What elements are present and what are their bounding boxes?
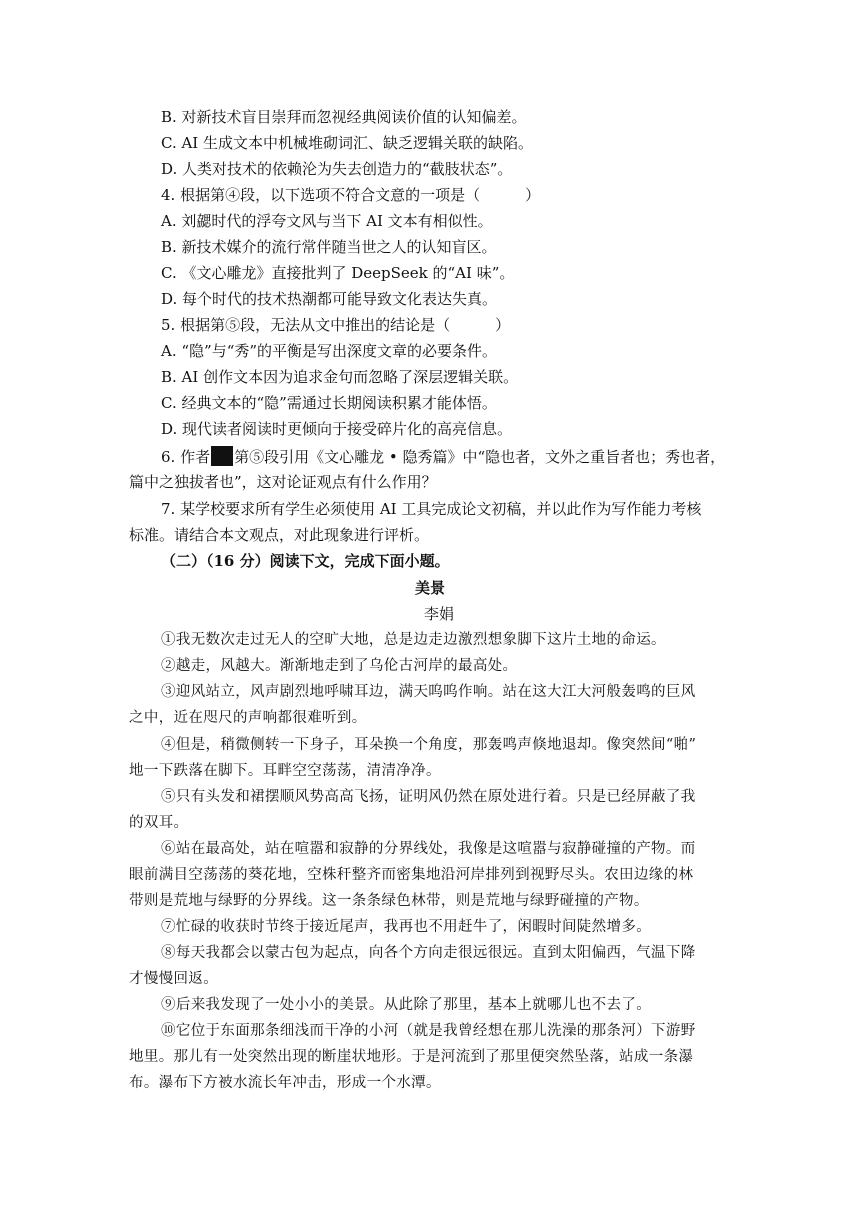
redaction-block <box>211 446 233 466</box>
q4-option-a: A. 刘勰时代的浮夸文风与当下 AI 文本有相似性。 <box>161 212 493 230</box>
passage-author: 李娟 <box>423 605 454 623</box>
paragraph-5-line-1: ⑤只有头发和裙摆顺风势高高飞扬，证明风仍然在原处进行着。只是已经屏蔽了我 <box>161 789 696 805</box>
paragraph-6-line-2: 眼前满目空荡荡的葵花地，空株秆整齐而密集地沿河岸排列到视野尽头。农田边缘的林 <box>129 867 694 883</box>
passage-title: 美景 <box>414 579 445 597</box>
paragraph-8-line-1: ⑧每天我都会以蒙古包为起点，向各个方向走很远很远。直到太阳偏西，气温下降 <box>161 945 696 961</box>
q5-stem: 5. 根据第⑤段，无法从文中推出的结论是（ ） <box>161 316 511 334</box>
q5-option-c: C. 经典文本的“隐”需通过长期阅读积累才能体悟。 <box>161 394 497 412</box>
q6-line-2: 篇中之独拔者也”，这对论证观点有什么作用？ <box>129 473 437 491</box>
q4-stem: 4. 根据第④段，以下选项不符合文意的一项是（ ） <box>161 186 541 204</box>
q3-option-b: B. 对新技术盲目崇拜而忽视经典阅读价值的认知偏差。 <box>161 108 527 126</box>
q4-option-d: D. 每个时代的技术热潮都可能导致文化表达失真。 <box>161 290 498 308</box>
q4-option-b: B. 新技术媒介的流行常伴随当世之人的认知盲区。 <box>161 238 497 256</box>
q7-line-1: 7. 某学校要求所有学生必须使用 AI 工具完成论文初稿，并以此作为写作能力考核 <box>161 500 702 518</box>
q6-prefix: 6. 作者 <box>161 448 211 466</box>
q4-option-c: C. 《文心雕龙》直接批判了 DeepSeek 的“AI 味”。 <box>161 264 515 282</box>
q7-line-2: 标准。请结合本文观点，对此现象进行评析。 <box>129 526 430 544</box>
paragraph-5-line-2: 的双耳。 <box>129 815 189 831</box>
q5-option-d: D. 现代读者阅读时更倾向于接受碎片化的高亮信息。 <box>161 420 513 438</box>
q5-option-b: B. AI 创作文本因为追求金句而忽略了深层逻辑关联。 <box>161 368 519 386</box>
paragraph-6-line-3: 带则是荒地与绿野的分界线。这一条条绿色林带，则是荒地与绿野碰撞的产物。 <box>129 893 649 909</box>
paragraph-2: ②越走，风越大。渐渐地走到了乌伦古河岸的最高处。 <box>161 658 518 674</box>
paragraph-10-line-2: 地里。那儿有一处突然出现的断崖状地形。于是河流到了那里便突然坠落，站成一条瀑 <box>129 1049 694 1065</box>
paragraph-4-line-1: ④但是，稍微侧转一下身子，耳朵换一个角度，那轰鸣声倏地退却。像突然间“啪” <box>161 737 697 753</box>
paragraph-3-line-1: ③迎风站立，风声剧烈地呼啸耳边，满天呜呜作响。站在这大江大河般轰鸣的巨风 <box>161 684 696 700</box>
paragraph-6-line-1: ⑥站在最高处，站在喧嚣和寂静的分界线处，我像是这喧嚣与寂静碰撞的产物。而 <box>161 841 696 857</box>
paragraph-7: ⑦忙碌的收获时节终于接近尾声，我再也不用赶牛了，闲暇时间陡然增多。 <box>161 919 652 935</box>
section-heading: （二）（16 分）阅读下文，完成下面小题。 <box>161 552 450 570</box>
q3-option-d: D. 人类对技术的依赖沦为失去创造力的“截肢状态”。 <box>161 160 513 178</box>
q6-rest: 第⑤段引用《文心雕龙 • 隐秀篇》中“隐也者，文外之重旨者也；秀也者， <box>234 448 726 466</box>
paragraph-3-line-2: 之中，近在咫尺的声响都很难听到。 <box>129 710 367 726</box>
paragraph-10-line-1: ⑩它位于东面那条细浅而干净的小河（就是我曾经想在那儿洗澡的那条河）下游野 <box>161 1023 696 1039</box>
q5-option-a: A. “隐”与“秀”的平衡是写出深度文章的必要条件。 <box>161 342 498 360</box>
paragraph-1: ①我无数次走过无人的空旷大地，总是边走边激烈想象脚下这片土地的命运。 <box>161 632 666 648</box>
q3-option-c: C. AI 生成文本中机械堆砌词汇、缺乏逻辑关联的缺陷。 <box>161 134 534 152</box>
paragraph-4-line-2: 地一下跌落在脚下。耳畔空空荡荡，清清净净。 <box>129 763 441 779</box>
paragraph-8-line-2: 才慢慢回返。 <box>129 971 219 987</box>
paragraph-9: ⑨后来我发现了一处小小的美景。从此除了那里，基本上就哪儿也不去了。 <box>161 997 652 1013</box>
paragraph-10-line-3: 布。瀑布下方被水流长年冲击，形成一个水潭。 <box>129 1075 441 1091</box>
q6-line-1 <box>161 446 725 467</box>
